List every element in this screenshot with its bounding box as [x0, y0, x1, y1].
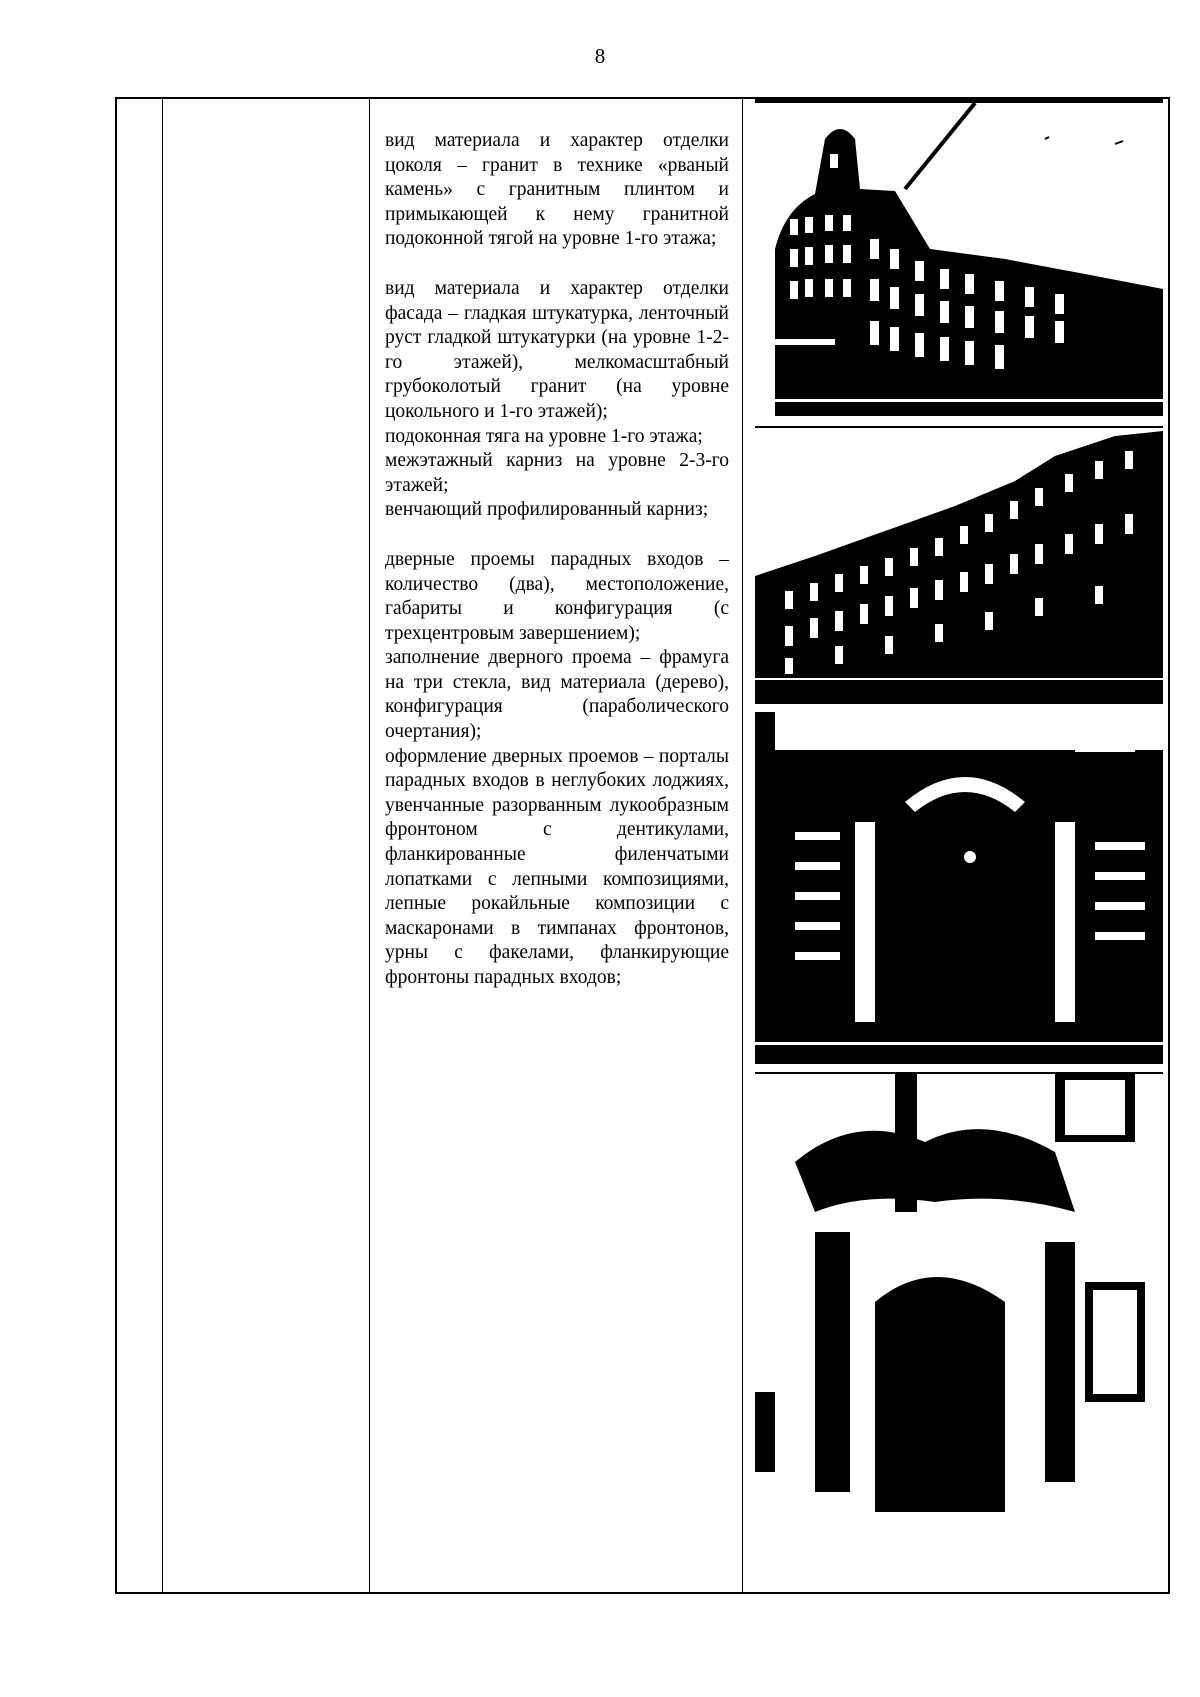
- description-item: венчающий профилированный карниз;: [385, 499, 709, 521]
- building-corner-photo: [755, 99, 1163, 416]
- description-item: подоконная тяга на уровне 1-го этажа;: [385, 425, 703, 447]
- description-item: вид материала и характер отделки цоколя – гранит в технике «рваный камень» с гранитным плинтом и примыкающей к нему гранитной подоконной тягой на уровне 1-го этажа;: [385, 130, 729, 250]
- column-divider: [369, 99, 370, 1592]
- entrance-portal-photo: [755, 712, 1163, 1064]
- description-item: вид материала и характер отделки фасада – гладкая штукатурка, ленточный руст гладкой штукатурки (на уровне 1-2-го этажей), мелкомасштабный грубоколотый гранит (на уровне цокольного и 1-го этажей);: [385, 277, 729, 422]
- column-divider: [742, 99, 743, 1592]
- description-item: оформление дверных проемов – порталы парадных входов в неглубоких лоджиях, увенчанные разорванным лукообразным фронтоном с дентикулами, фланкированные филенчатыми лопатками с лепными композициями, лепные рокайльные композиции с маскаронами в тимпанах фронтонов, урны с факелами, фланкирующие фронтоны парадных входов;: [385, 745, 729, 988]
- protected-elements-description: [385, 129, 729, 991]
- street-facade-photo: [755, 426, 1163, 704]
- entrance-door-photo: [755, 1072, 1163, 1512]
- description-item: межэтажный карниз на уровне 2-3-го этажей;: [385, 450, 729, 496]
- description-item: заполнение дверного проема – фрамуга на три стекла, вид материала (дерево), конфигурация (параболического очертания);: [385, 647, 729, 743]
- description-item: дверные проемы парадных входов – количество (два), местоположение, габариты и конфигурация (с трехцентровым завершением);: [385, 548, 729, 644]
- page-number: 8: [594, 44, 606, 68]
- object-table: [115, 97, 1170, 1594]
- column-divider: [162, 99, 163, 1592]
